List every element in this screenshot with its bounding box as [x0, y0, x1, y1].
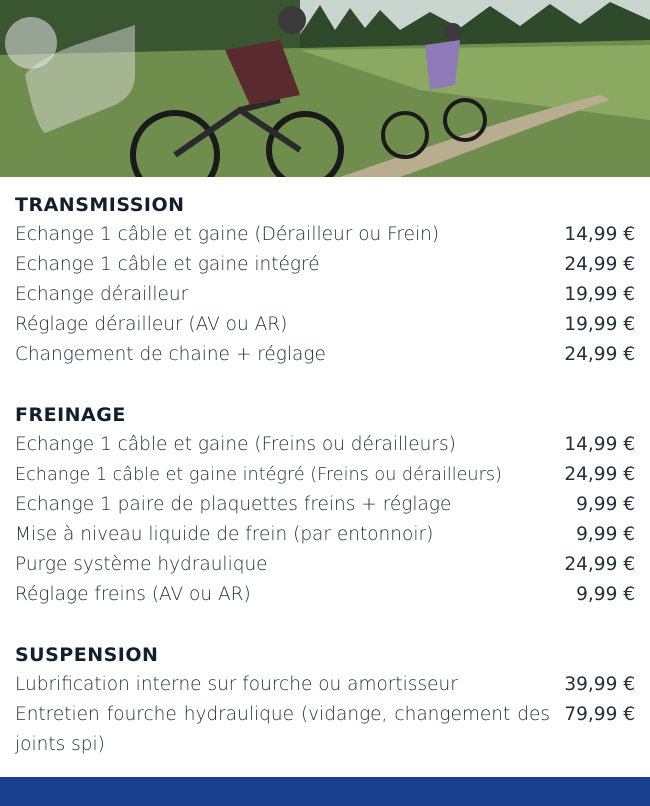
service-label: Lubrification interne sur fourche ou amortisseur: [15, 674, 458, 695]
section-title: TRANSMISSION: [15, 194, 185, 216]
service-label: Echange 1 câble et gaine (Dérailleur ou Frein): [15, 224, 440, 245]
price-row: [15, 220, 635, 250]
service-price: 9,99 €: [576, 494, 635, 515]
hero-photo: [0, 0, 650, 177]
service-price: 19,99 €: [564, 284, 635, 305]
service-label: Echange 1 câble et gaine (Freins ou dérailleurs): [15, 434, 456, 455]
price-row: [15, 550, 635, 580]
price-list: [15, 190, 635, 790]
price-row: [15, 460, 635, 490]
service-price: 14,99 €: [564, 224, 635, 245]
footer-bar: [0, 777, 650, 806]
service-label: Echange 1 câble et gaine intégré (Freins ou dérailleurs): [15, 465, 502, 485]
price-row: [15, 520, 635, 550]
section-title: FREINAGE: [15, 404, 126, 426]
service-price: 39,99 €: [564, 674, 635, 695]
service-price: 9,99 €: [576, 524, 635, 545]
service-label: Echange dérailleur: [15, 284, 189, 305]
service-price: 9,99 €: [576, 584, 635, 605]
service-label: Entretien fourche hydraulique (vidange, changement des joints spi): [15, 704, 550, 755]
service-price: 24,99 €: [564, 464, 635, 485]
price-row: [15, 310, 635, 340]
price-row: [15, 430, 635, 460]
service-label: Changement de chaine + réglage: [15, 344, 326, 365]
price-row: [15, 250, 635, 280]
service-label: Réglage dérailleur (AV ou AR): [15, 314, 288, 335]
service-price: 79,99 €: [564, 704, 635, 725]
service-label: Echange 1 câble et gaine intégré: [15, 254, 320, 275]
brand-watermark-icon: [5, 15, 145, 155]
service-price: 14,99 €: [564, 434, 635, 455]
price-row: [15, 670, 635, 700]
section-freinage: [15, 400, 635, 610]
service-price: 19,99 €: [564, 314, 635, 335]
service-label: Mise à niveau liquide de frein (par entonnoir): [15, 524, 434, 545]
price-row: [15, 580, 635, 610]
section-title: SUSPENSION: [15, 644, 159, 666]
service-label: Réglage freins (AV ou AR): [15, 584, 251, 605]
service-label: Echange 1 paire de plaquettes freins + réglage: [15, 494, 452, 515]
price-row: [15, 700, 635, 760]
service-price: 24,99 €: [564, 344, 635, 365]
service-label: Purge système hydraulique: [15, 554, 268, 575]
section-transmission: [15, 190, 635, 370]
section-suspension: [15, 640, 635, 760]
price-row: [15, 490, 635, 520]
service-price: 24,99 €: [564, 554, 635, 575]
price-row: [15, 280, 635, 310]
price-row: [15, 340, 635, 370]
service-price: 24,99 €: [564, 254, 635, 275]
